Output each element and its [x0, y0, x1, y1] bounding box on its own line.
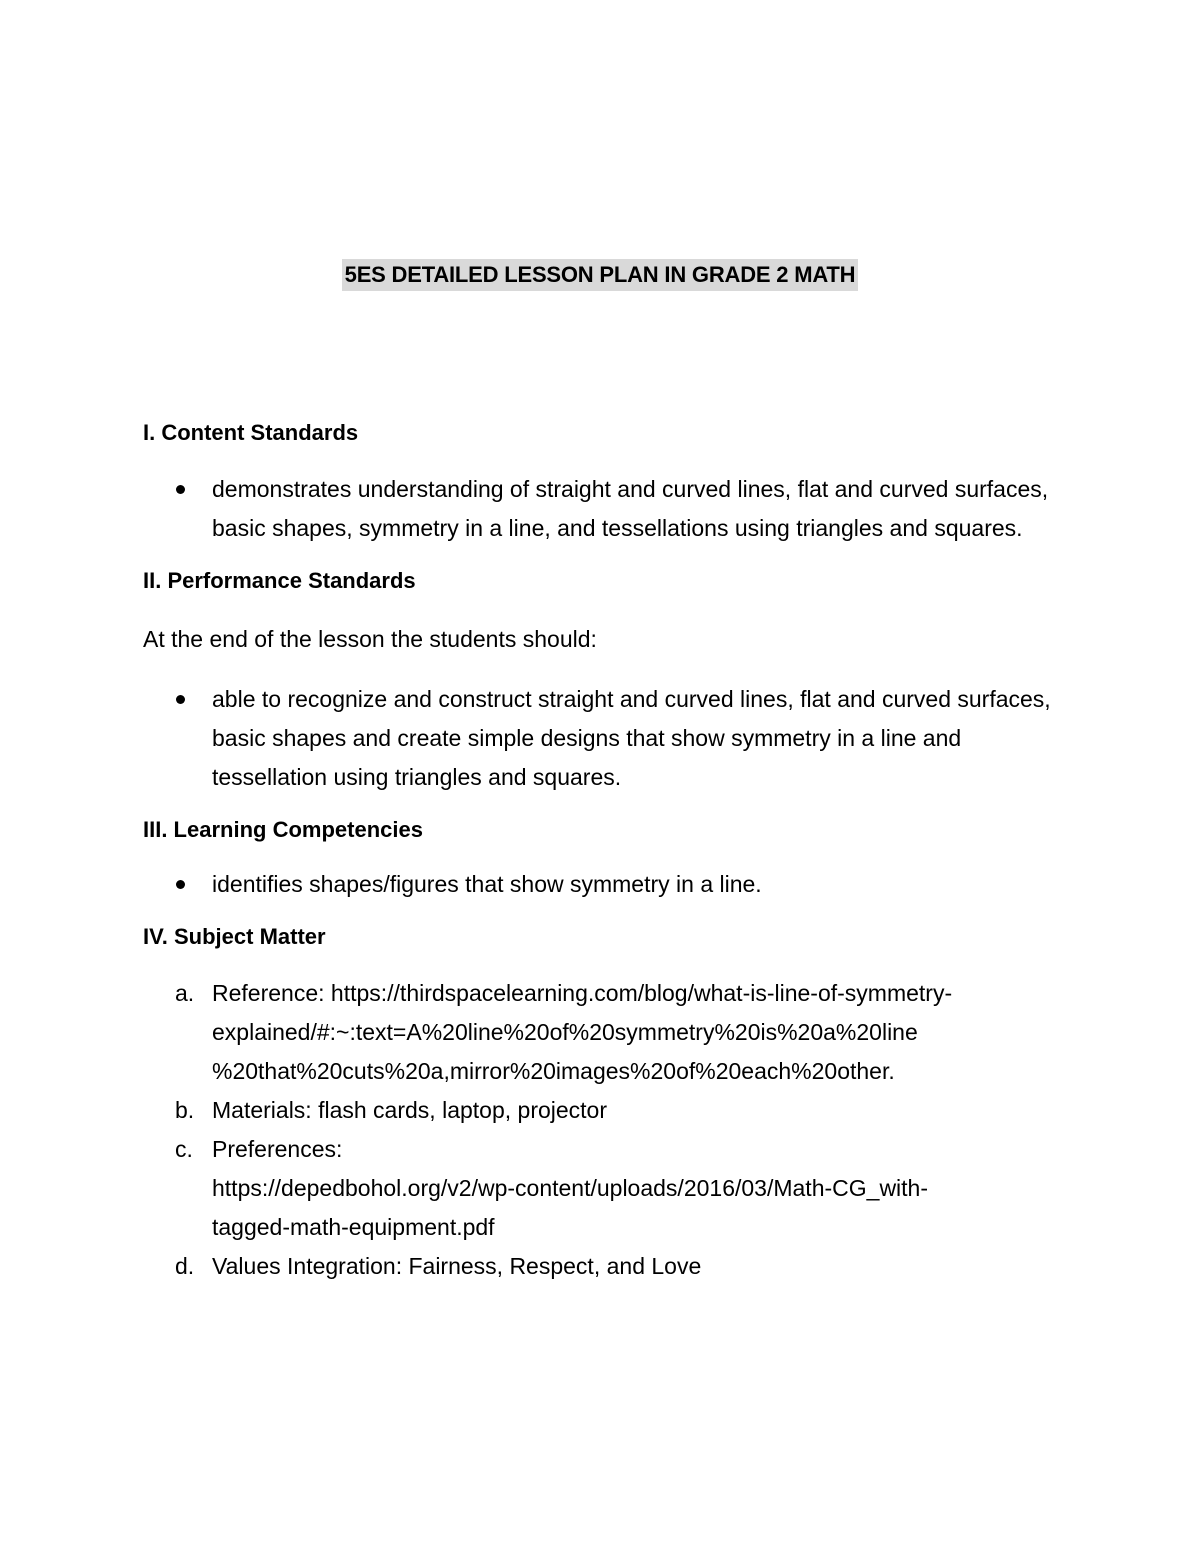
reference-line: explained/#:~:text=A%20line%20of%20symmetry%20is%20a%20line — [212, 1019, 918, 1045]
performance-standards-list — [143, 680, 1063, 797]
list-item-text: able to recognize and construct straight and curved lines, flat and curved surfaces, basic shapes and create simple designs that show symmetry in a line and tessellation using triangles and squares. — [212, 686, 1051, 790]
section-heading-content-standards: I. Content Standards — [143, 420, 359, 445]
learning-competencies-list — [143, 865, 1063, 904]
title-wrapper — [0, 259, 1200, 291]
bullet-icon — [176, 695, 185, 704]
list-marker: d. — [175, 1253, 195, 1279]
content-standards-list — [143, 470, 1063, 548]
list-marker: a. — [175, 980, 195, 1006]
list-item-text: identifies shapes/figures that show symmetry in a line. — [212, 871, 762, 897]
preferences-line: Preferences: — [212, 1136, 343, 1162]
materials-text: Materials: flash cards, laptop, projector — [212, 1097, 608, 1123]
list-item — [143, 865, 1063, 904]
list-item — [143, 470, 1063, 548]
list-item-values-integration — [143, 1247, 1063, 1286]
preferences-line: https://depedbohol.org/v2/wp-content/uploads/2016/03/Math-CG_with- — [212, 1175, 928, 1201]
reference-line: Reference: https://thirdspacelearning.com/blog/what-is-line-of-symmetry- — [212, 980, 953, 1006]
section-heading-learning-competencies: III. Learning Competencies — [143, 817, 423, 842]
document-title: 5ES DETAILED LESSON PLAN IN GRADE 2 MATH — [342, 259, 859, 291]
list-item-reference — [143, 974, 1063, 1091]
bullet-icon — [176, 485, 185, 494]
list-item-text: demonstrates understanding of straight and curved lines, flat and curved surfaces, basic shapes, symmetry in a line, and tessellations using triangles and squares. — [212, 476, 1049, 541]
section-learning-competencies — [143, 815, 1063, 904]
section-heading-performance-standards: II. Performance Standards — [143, 568, 416, 593]
section-content-standards — [143, 418, 1063, 548]
subject-matter-list — [143, 974, 1063, 1286]
list-item — [143, 680, 1063, 797]
bullet-icon — [176, 880, 185, 889]
performance-standards-intro: At the end of the lesson the students should: — [143, 626, 597, 652]
section-performance-standards — [143, 566, 1063, 797]
list-item-preferences — [143, 1130, 1063, 1247]
preferences-line: tagged-math-equipment.pdf — [212, 1214, 495, 1240]
list-marker: c. — [175, 1136, 193, 1162]
section-subject-matter — [143, 922, 1063, 1286]
reference-line: %20that%20cuts%20a,mirror%20images%20of%20each%20other. — [212, 1058, 895, 1084]
section-heading-subject-matter: IV. Subject Matter — [143, 924, 326, 949]
list-marker: b. — [175, 1097, 195, 1123]
list-item-materials — [143, 1091, 1063, 1130]
document-body — [143, 418, 1063, 1286]
values-integration-text: Values Integration: Fairness, Respect, and Love — [212, 1253, 702, 1279]
